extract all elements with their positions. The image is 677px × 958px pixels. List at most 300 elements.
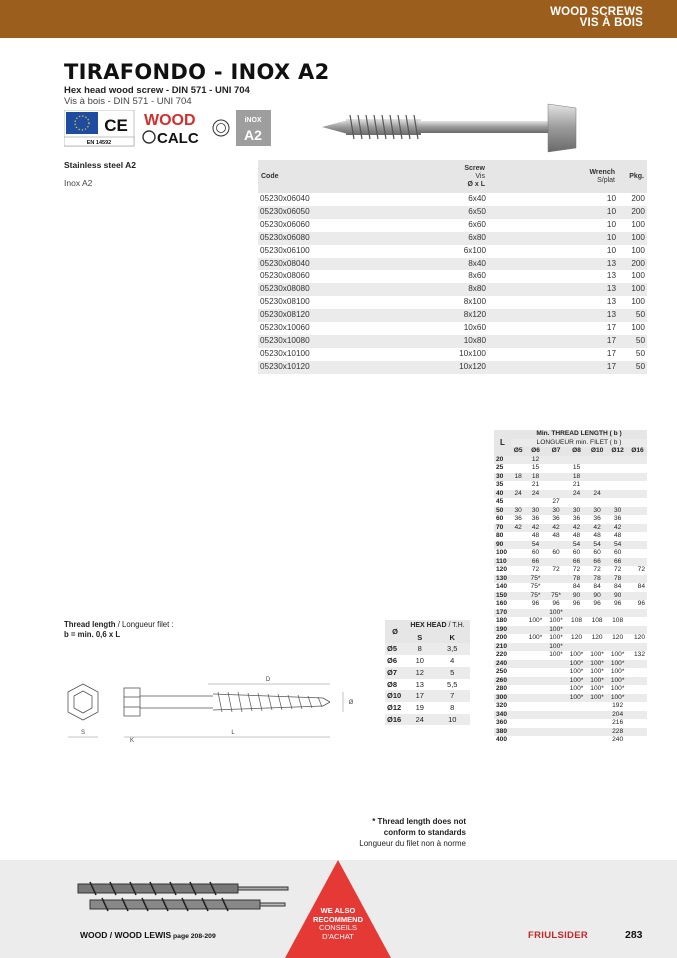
length-cell: 70	[494, 524, 511, 533]
diameter-header: Ø6	[525, 447, 546, 456]
thread-cell: 228	[607, 728, 628, 737]
thread-cell	[628, 711, 647, 720]
footnote	[340, 816, 466, 849]
thread-row	[494, 498, 647, 507]
length-cell: 210	[494, 643, 511, 652]
pkg-cell: 100	[631, 245, 645, 255]
length-cell: 90	[494, 541, 511, 550]
thread-cell: 100*	[566, 660, 587, 669]
thread-cell: 21	[572, 481, 581, 488]
thread-cell: 18	[525, 473, 546, 482]
thread-row	[494, 575, 647, 584]
thread-cell	[628, 617, 647, 626]
thread-cell	[628, 728, 647, 737]
length-cell: 170	[494, 609, 511, 618]
thread-title-fr: LONGUEUR min. FILET ( b )	[511, 439, 647, 448]
diameter-header: Ø10	[587, 447, 608, 456]
s-cell: 8	[405, 643, 435, 655]
code-cell: 05230x08100	[260, 297, 310, 307]
thread-diameter-row	[494, 447, 647, 456]
thread-cell	[628, 660, 647, 669]
diameter-cell: Ø10	[385, 690, 405, 702]
recommend-line1: WE ALSO	[320, 906, 356, 915]
thread-cell	[511, 464, 525, 473]
size-cell: 8x60	[468, 271, 486, 281]
section-banner	[0, 0, 677, 38]
table-row	[258, 283, 647, 296]
thread-row	[494, 524, 647, 533]
thread-cell: 100*	[569, 651, 584, 658]
thread-row	[494, 711, 647, 720]
material-fr: Inox A2	[64, 178, 93, 188]
thread-cell: 120	[571, 634, 583, 641]
wrench-cell: 13	[606, 271, 616, 281]
thread-cell	[511, 651, 525, 660]
thread-formula-text: b = min. 0,6 x L	[64, 630, 121, 639]
code-cell: 05230x06100	[260, 245, 310, 255]
pkg-cell: 50	[618, 309, 647, 322]
length-cell: 50	[494, 507, 511, 516]
thread-cell: 96	[593, 600, 601, 607]
s-cell: 17	[405, 690, 435, 702]
thread-cell: 48	[552, 532, 560, 539]
thread-cell	[525, 702, 546, 711]
product-table-body	[258, 193, 647, 374]
thread-cell	[511, 677, 525, 686]
thread-cell: 78	[607, 575, 628, 584]
thread-row	[494, 583, 647, 592]
thread-cell	[607, 609, 628, 618]
thread-cell: 12	[525, 456, 546, 465]
thread-row	[494, 719, 647, 728]
thread-cell: 100*	[549, 634, 563, 641]
thread-cell	[628, 702, 647, 711]
thread-cell: 120	[591, 634, 603, 641]
thread-cell	[628, 719, 647, 728]
size-cell: 6x40	[468, 194, 486, 203]
thread-cell	[546, 481, 567, 490]
thread-cell: 72	[531, 566, 540, 573]
thread-cell	[587, 609, 608, 618]
wood-drill-bits-image	[70, 878, 290, 924]
diameter-cell: Ø12	[387, 702, 402, 712]
thread-cell: 30	[587, 507, 608, 516]
thread-cell	[587, 702, 608, 711]
thread-cell: 132	[633, 651, 645, 658]
hex-table-body	[385, 643, 470, 725]
thread-cell	[546, 685, 567, 694]
thread-cell	[511, 660, 525, 669]
thread-cell	[587, 719, 608, 728]
thread-cell: 30	[546, 507, 567, 516]
thread-cell	[607, 481, 628, 490]
thread-row	[494, 634, 647, 643]
d-header: Ø	[385, 620, 405, 643]
thread-cell	[525, 694, 546, 703]
thread-cell: 48	[593, 532, 601, 539]
diameter-header: Ø12	[607, 447, 628, 456]
length-cell: 360	[496, 719, 508, 726]
pkg-cell: 100	[631, 323, 645, 333]
thread-cell: 100*	[546, 609, 567, 618]
thread-cell	[525, 609, 546, 618]
thread-cell: 100*	[610, 685, 625, 692]
a2-text: A2	[244, 127, 262, 143]
thread-cell: 75*	[530, 583, 541, 590]
dim-d: D	[265, 677, 271, 683]
thread-cell	[587, 626, 608, 635]
thread-cell	[628, 668, 647, 677]
thread-cell	[511, 575, 525, 584]
l-header: L	[494, 430, 511, 456]
hex-row	[385, 643, 470, 655]
thread-cell: 54	[525, 541, 546, 550]
ce-mark-icon	[64, 110, 134, 146]
table-row	[258, 206, 647, 219]
thread-cell	[566, 736, 587, 745]
code-cell: 05230x06050	[258, 206, 383, 219]
s-header: S	[405, 632, 435, 644]
thread-cell	[511, 719, 525, 728]
product-table	[258, 160, 647, 374]
thread-cell: 90	[566, 592, 587, 601]
wrench-cell: 17	[488, 361, 618, 374]
length-cell: 60	[496, 515, 504, 522]
thread-cell	[628, 541, 647, 550]
thread-row	[494, 651, 647, 660]
wrench-cell: 10	[488, 206, 618, 219]
calc-text: CALC	[157, 130, 199, 147]
thread-cell: 36	[514, 515, 522, 522]
thread-row	[494, 592, 647, 601]
size-cell: 8x80	[383, 283, 488, 296]
thread-cell	[511, 566, 525, 575]
thread-table-header	[494, 430, 647, 439]
product-table-header	[258, 160, 647, 193]
length-cell: 130	[494, 575, 511, 584]
table-row	[258, 335, 647, 348]
screw-header-dim: Ø x L	[467, 180, 485, 188]
thread-cell	[587, 736, 608, 745]
product-title: TIRAFONDO - INOX A2	[64, 60, 330, 84]
thread-cell	[525, 719, 546, 728]
thread-cell	[511, 600, 525, 609]
thread-cell	[525, 660, 546, 669]
thread-cell	[566, 498, 587, 507]
thread-cell: 72	[593, 566, 601, 573]
thread-cell	[628, 532, 647, 541]
k-cell: 7	[435, 690, 471, 702]
diameter-cell: Ø16	[385, 714, 405, 726]
hex-header	[405, 620, 470, 632]
thread-cell: 60	[552, 549, 560, 556]
thread-cell	[566, 626, 587, 635]
thread-cell: 78	[566, 575, 587, 584]
thread-cell	[525, 651, 546, 660]
thread-cell: 100*	[569, 685, 584, 692]
pkg-cell: 200	[631, 194, 645, 203]
thread-cell	[587, 464, 608, 473]
page-number: 283	[625, 929, 643, 941]
thread-cell	[628, 524, 647, 533]
code-cell: 05230x08040	[258, 258, 383, 271]
s-cell: 10	[415, 656, 424, 666]
thread-row	[494, 685, 647, 694]
certification-logos	[64, 110, 279, 150]
material-en: Stainless steel A2	[64, 160, 136, 170]
thread-table-body	[494, 430, 647, 745]
thread-title-en: Min. THREAD LENGTH ( b )	[511, 430, 647, 439]
wrench-cell: 10	[488, 232, 618, 245]
thread-cell	[566, 643, 587, 652]
size-cell: 10x100	[459, 348, 486, 358]
k-cell: 5,5	[447, 679, 458, 689]
wrench-cell: 17	[488, 335, 618, 348]
length-cell: 240	[494, 660, 511, 669]
thread-cell: 36	[531, 515, 540, 522]
diameter-cell: Ø8	[387, 679, 398, 689]
thread-cell: 42	[546, 524, 567, 533]
hex-head-front-icon	[68, 684, 98, 720]
thread-cell: 66	[566, 558, 587, 567]
thread-row	[494, 728, 647, 737]
size-cell: 6x80	[383, 232, 488, 245]
code-cell: 05230x10080	[258, 335, 383, 348]
thread-cell: 36	[593, 515, 601, 522]
table-row	[258, 270, 647, 283]
thread-cell	[607, 643, 628, 652]
hex-title-en: HEX HEAD	[410, 622, 447, 629]
thread-row	[494, 481, 647, 490]
thread-cell	[546, 728, 567, 737]
thread-cell: 100*	[569, 668, 584, 675]
thread-cell	[511, 643, 525, 652]
thread-cell: 66	[525, 558, 546, 567]
dim-l: L	[231, 730, 235, 736]
size-cell: 6x50	[383, 206, 488, 219]
thread-cell: 15	[531, 464, 540, 471]
hex-title-fr: / T.H.	[446, 622, 465, 629]
thread-cell	[546, 490, 567, 499]
length-cell: 380	[494, 728, 511, 737]
thread-label-en: Thread length	[64, 620, 116, 629]
wood-link[interactable]	[80, 930, 216, 940]
length-cell: 320	[496, 702, 508, 709]
thread-cell	[628, 507, 647, 516]
thread-cell: 15	[572, 464, 581, 471]
banner-title-en: WOOD SCREWS	[550, 6, 643, 18]
thread-cell	[511, 728, 525, 737]
length-cell: 250	[496, 668, 508, 675]
code-cell: 05230x08060	[260, 271, 310, 281]
thread-cell: 42	[511, 524, 525, 533]
thread-row	[494, 736, 647, 745]
thread-cell: 100*	[587, 677, 608, 686]
thread-cell	[525, 643, 546, 652]
length-cell: 260	[494, 677, 511, 686]
code-cell: 05230x10060	[260, 323, 310, 333]
thread-cell: 120	[633, 634, 645, 641]
thread-cell	[587, 481, 608, 490]
length-cell: 20	[494, 456, 511, 465]
pkg-cell: 100	[631, 297, 645, 307]
thread-cell	[546, 711, 567, 720]
length-cell: 45	[496, 498, 504, 505]
thread-cell	[566, 702, 587, 711]
thread-cell	[511, 532, 525, 541]
thread-row	[494, 660, 647, 669]
hex-row	[385, 667, 470, 679]
thread-cell	[546, 464, 567, 473]
thread-cell	[546, 583, 567, 592]
thread-cell	[607, 490, 628, 499]
thread-cell	[546, 702, 567, 711]
s-cell: 12	[405, 667, 435, 679]
thread-cell: 216	[612, 719, 624, 726]
hex-head-table	[385, 620, 470, 725]
thread-cell: 66	[587, 558, 608, 567]
thread-cell: 72	[552, 566, 560, 573]
thread-cell	[511, 456, 525, 465]
inox-a2-badge	[236, 110, 271, 146]
thread-row	[494, 549, 647, 558]
thread-cell	[511, 668, 525, 677]
thread-cell: 100*	[610, 668, 625, 675]
thread-cell: 100*	[607, 660, 628, 669]
thread-cell	[511, 592, 525, 601]
thread-cell	[628, 592, 647, 601]
thread-row	[494, 490, 647, 499]
thread-cell: 21	[531, 481, 540, 488]
thread-cell	[546, 668, 567, 677]
k-cell: 10	[435, 714, 471, 726]
code-cell: 05230x08120	[258, 309, 383, 322]
inox-text: iNOX	[244, 117, 262, 124]
thread-cell: 100*	[528, 634, 543, 641]
k-cell: 8	[450, 702, 455, 712]
thread-cell: 100*	[590, 651, 604, 658]
recommend-line3: CONSEILS	[319, 923, 357, 932]
thread-cell	[511, 498, 525, 507]
thread-cell	[607, 464, 628, 473]
thread-cell: 100*	[566, 694, 587, 703]
thread-cell: 36	[613, 515, 622, 522]
thread-cell: 100*	[528, 617, 543, 624]
size-cell: 6x60	[468, 219, 486, 229]
size-cell: 10x120	[383, 361, 488, 374]
thread-cell: 24	[525, 490, 546, 499]
pkg-cell: 200	[618, 206, 647, 219]
thread-cell: 48	[613, 532, 622, 539]
thread-cell	[628, 643, 647, 652]
footnote-line2: conform to standards	[383, 828, 466, 837]
thread-cell	[511, 481, 525, 490]
table-row	[258, 193, 647, 206]
thread-cell: 42	[607, 524, 628, 533]
thread-cell	[587, 473, 608, 482]
thread-cell	[511, 617, 525, 626]
length-cell: 190	[494, 626, 511, 635]
table-row	[258, 309, 647, 322]
thread-row	[494, 473, 647, 482]
recommend-line2: RECOMMEND	[313, 914, 363, 924]
thread-cell	[628, 456, 647, 465]
thread-cell: 100*	[590, 685, 604, 692]
screw-photo	[318, 100, 578, 158]
thread-cell	[628, 694, 647, 703]
thread-cell	[546, 660, 567, 669]
thread-cell: 100*	[590, 668, 604, 675]
thread-cell: 100*	[546, 626, 567, 635]
thread-cell: 100*	[549, 617, 563, 624]
table-row	[258, 348, 647, 361]
thread-cell	[566, 456, 587, 465]
thread-row	[494, 507, 647, 516]
wood-link-page: page 208-209	[171, 933, 216, 940]
screw-header	[383, 160, 488, 193]
thread-cell: 30	[566, 507, 587, 516]
thread-cell	[628, 575, 647, 584]
thread-cell	[628, 558, 647, 567]
screw-header-en: Screw	[464, 164, 485, 172]
thread-cell	[511, 626, 525, 635]
thread-row	[494, 558, 647, 567]
pkg-cell: 100	[618, 232, 647, 245]
length-cell: 400	[496, 736, 508, 743]
table-row	[258, 219, 647, 232]
pkg-header: Pkg.	[618, 160, 647, 193]
thread-cell	[525, 626, 546, 635]
wrench-cell: 10	[606, 194, 616, 203]
thread-cell: 90	[587, 592, 608, 601]
table-row	[258, 322, 647, 335]
product-subtitle-fr: Vis à bois - DIN 571 - UNI 704	[64, 96, 192, 107]
length-cell: 100	[496, 549, 508, 556]
thread-cell	[628, 677, 647, 686]
thread-cell	[546, 541, 567, 550]
thread-cell	[525, 668, 546, 677]
banner-title-fr: VIS À BOIS	[579, 17, 643, 29]
thread-cell	[525, 711, 546, 720]
thread-cell: 100*	[549, 651, 563, 658]
thread-cell	[511, 609, 525, 618]
thread-cell: 96	[552, 600, 560, 607]
dim-dia: Ø	[348, 700, 354, 706]
thread-cell: 78	[587, 575, 608, 584]
thread-cell: 48	[531, 532, 540, 539]
size-cell: 10x80	[383, 335, 488, 348]
thread-cell: 30	[525, 507, 546, 516]
code-cell: 05230x06040	[260, 194, 310, 203]
thread-cell	[628, 481, 647, 490]
pkg-cell: 50	[618, 361, 647, 374]
thread-cell	[546, 677, 567, 686]
en-label: EN 14592	[86, 140, 112, 146]
s-cell: 19	[415, 702, 424, 712]
length-cell: 150	[494, 592, 511, 601]
table-row	[258, 296, 647, 309]
wrench-cell: 13	[488, 309, 618, 322]
footnote-line3: Longueur du filet non à norme	[359, 839, 466, 848]
screw-technical-drawing	[58, 670, 358, 755]
thread-cell: 60	[593, 549, 601, 556]
length-cell: 35	[496, 481, 504, 488]
thread-cell: 240	[612, 736, 624, 743]
thread-row	[494, 668, 647, 677]
thread-cell	[511, 736, 525, 745]
diameter-header: Ø16	[628, 447, 647, 456]
thread-cell	[546, 719, 567, 728]
